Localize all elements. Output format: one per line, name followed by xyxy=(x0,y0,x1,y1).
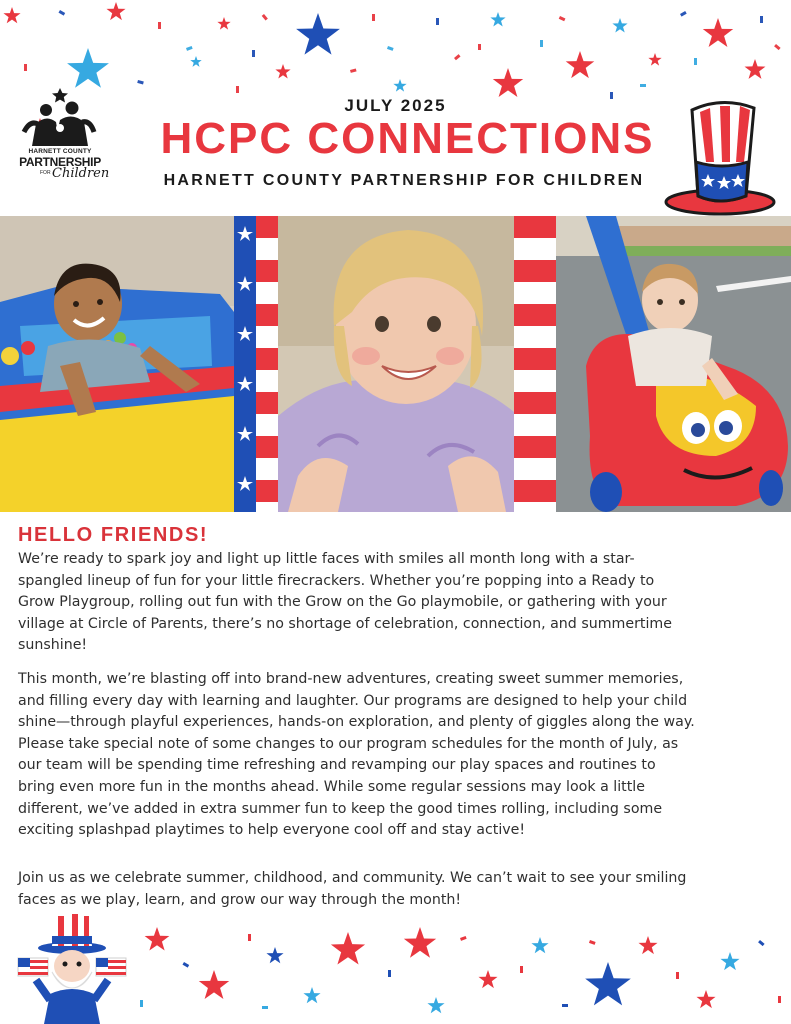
paragraph-line: faces as we play, learn, and grow our way through the month! xyxy=(18,891,462,908)
paragraph-line: Join us as we celebrate summer, childhood, and community. We can’t wait to see your smiling xyxy=(18,870,687,886)
logo-text-county: HARNETT COUNTY xyxy=(28,148,92,155)
paragraph-line: different, we’ve added in extra summer fun to keep the good times rolling, including some xyxy=(18,800,663,817)
flag-stripe-icon xyxy=(234,216,278,512)
programs-paragraph xyxy=(18,669,778,842)
newsletter-header xyxy=(0,0,791,216)
intro-paragraph xyxy=(18,549,778,657)
flag-stripe-left xyxy=(234,216,278,512)
issue-date: JULY 2025 xyxy=(344,96,447,115)
paragraph-line: We’re ready to spark joy and light up little faces with smiles all month long with a star- xyxy=(18,551,635,567)
paragraph-line: our team will be spending time refreshing and revamping our play spaces and routines to xyxy=(18,757,656,774)
uncle-sam-hat-icon xyxy=(662,96,782,216)
footer-decoration xyxy=(0,910,791,1024)
paragraph-line: village at Circle of Parents, there’s no shortage of celebration, connection, and summertime xyxy=(18,615,672,632)
paragraph-line: Please take special note of some changes to our program schedules for the month of July, as xyxy=(18,735,679,752)
confetti-icon xyxy=(0,910,791,1024)
closing-paragraph xyxy=(18,868,778,911)
newsletter-title: HCPC CONNECTIONS xyxy=(160,114,655,163)
logo-text-for: FOR xyxy=(40,170,51,176)
flag-stripe-icon xyxy=(514,216,556,512)
logo-text-children: Children xyxy=(52,166,110,181)
paragraph-line: spangled lineup of fun for your little firecrackers. Whether you’re popping into a Ready to xyxy=(18,572,655,589)
paragraph-line: shine—through playful experiences, hands-on exploration, and plenty of giggles along the way. xyxy=(18,714,695,731)
paragraph-line: Grow Playgroup, rolling out fun with the Grow on the Go playmobile, or gathering with your xyxy=(18,594,667,611)
photo-child-toy-car xyxy=(556,216,791,512)
photo-strip xyxy=(0,216,791,512)
photo-child-smiling xyxy=(278,216,514,512)
paragraph-line: bring even more fun in the months ahead. While some regular sessions may look a little xyxy=(18,778,645,795)
paragraph-line: sunshine! xyxy=(18,637,88,654)
greeting-heading: HELLO FRIENDS! xyxy=(18,524,209,546)
uncle-sam-icon xyxy=(18,913,126,1024)
logo-text-partnership: PARTNERSHIP xyxy=(19,155,101,169)
paragraph-line: This month, we’re blasting off into brand-new adventures, creating sweet summer memories, xyxy=(18,671,684,687)
flag-stripe-right xyxy=(514,216,556,512)
paragraph-line: and filling every day with learning and laughter. Our programs are designed to help your child xyxy=(18,692,688,709)
paragraph-line: exciting splashpad playtimes to help everyone cool off and stay active! xyxy=(18,822,526,839)
organization-name: HARNETT COUNTY PARTNERSHIP FOR CHILDREN xyxy=(163,172,645,189)
photo-child-ball-pit xyxy=(0,216,234,512)
